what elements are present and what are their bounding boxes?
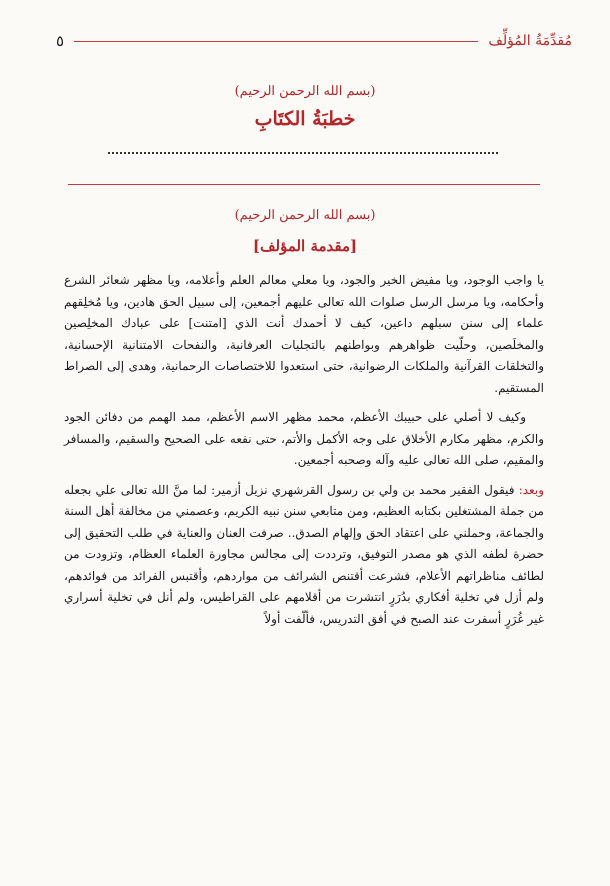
running-header: [56, 30, 572, 52]
dotted-line: [108, 152, 498, 154]
paragraph: يا واجب الوجود، ويا مفيض الخير والجود، ويا معلي معالم العلم وأعلامه، ويا مظهر شعائر الشرع وأحكامه، ويا مرسل الرسل صلوات الله تعالى عليهم أجمعين، إلى سبيل الحق هادين، ويا مُخلِقهم علماء إلى سنن سبلهم داعين، كيف لا أحمدك أنت الذي [امتنت] على عبادك المخلِصين والمخلَصين، وحلّيت ظواهرهم وبواطنهم بالتجليات العرفانية، والنفحات الامتنانية الإحسانية، والتخلقات القرآنية والملكات الرضوانية، حتى استعدوا للاختصاصات الرحمانية، وهدى إلى الصراط المستقيم.: [64, 273, 544, 395]
paragraph-lead: وبعد:: [518, 482, 544, 497]
closing-text: فيقول الفقير محمد بن ولي بن رسول القرشهري نزيل أزمير: لما منَّ الله تعالى علي بجعله من جملة المشتغلين بكتابه العظيم، ومن متابعي سنن نبيه الكريم، وعصمني من مخالفة أهل السنة والجماعة، وحملني على اعتقاد الحق وإلهام الصدق.. صرفت العنان والعناية في طلب التحقيق إلى حضرة لطفه الذي هو مصدر التوفيق، وترددت إلى مجالس مجاورة العلماء العظام، وتزودت من لطائف مناظراتهم الأعلام، فشرعت أقتنص الشرائف من مواردهم، وأقتبس الفرائد من فوائدهم، ولم أزل في تخلية أفكاري بدُرَرٍ انتشرت من أقلامهم على القراطيس، ولم أنل في تخلية أسراري غير غُرَرٍ أسفرت عند الصبح في أفق التدريس، فألّفت أولاً: [64, 482, 544, 626]
basmala-top: (بسم الله الرحمن الرحيم): [234, 84, 376, 99]
page-number: ٥: [56, 32, 65, 50]
author-intro-heading: [0, 236, 610, 255]
header-rule: [74, 41, 478, 42]
running-title: مُقدِّمَةُ المُؤلِّف: [488, 33, 572, 49]
body-text: [64, 270, 544, 638]
separator-rule: [68, 184, 540, 185]
paragraph: وكيف لا أصلي على حبيبك الأعظم، محمد مظهر الاسم الأعظم، ممد الهمم من دفائن الجود والكرم، مظهر مكارم الأخلاق على وجه الأكمل والأتم، حتى نفعه على الصحيح والسقيم، والمسافر والمقيم، صلى الله تعالى عليه وآله وصحبه أجمعين.: [64, 410, 544, 467]
basmala-second: (بسم الله الرحمن الرحيم): [234, 208, 376, 223]
section-title: خطبَةُ الكتَابِ: [254, 108, 356, 130]
author-intro-heading-text: [مقدمة المؤلف]: [252, 237, 358, 255]
closing-paragraph: [64, 480, 544, 631]
